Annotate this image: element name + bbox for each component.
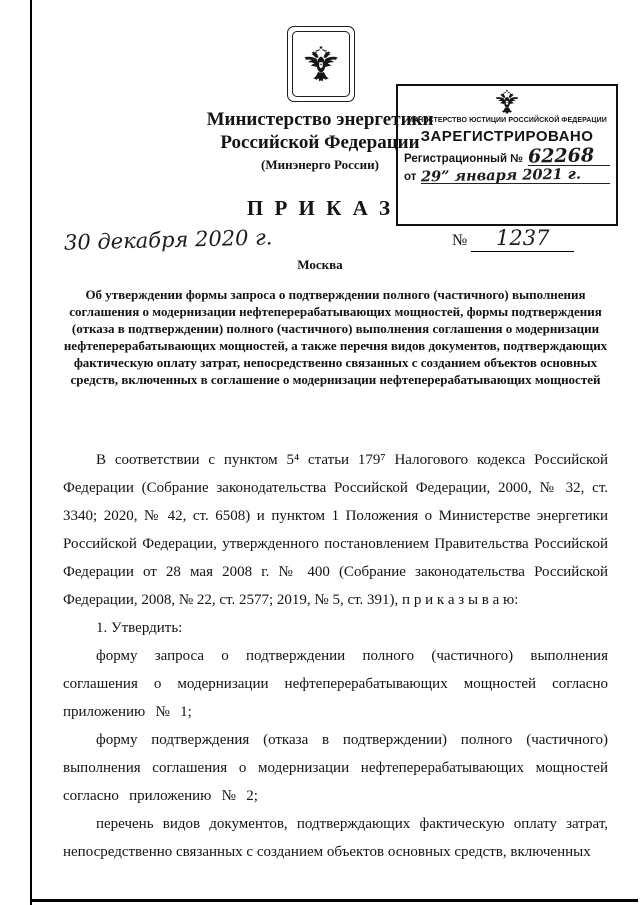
paragraph-appendix-1: форму запроса о подтверждении полного (частичного) выполнения соглашения о модернизации нефтеперерабатывающих мощностей согласно приложению № 1; — [63, 648, 608, 720]
scan-edge-bottom — [30, 899, 638, 902]
coat-of-arms-frame — [292, 31, 350, 97]
stamp-reg-number-handwritten: 62268 — [527, 144, 595, 168]
scan-edge-left — [30, 0, 32, 905]
paragraph-appendix-2: форму подтверждения (отказа в подтверждении) полного (частичного) выполнения соглашения о модернизации нефтеперерабатывающих мощностей согласно приложению № 2; — [63, 732, 608, 804]
number-blank-line — [471, 226, 574, 252]
number-sign: № — [452, 232, 468, 249]
document-type-title: П Р И К А З — [246, 196, 394, 220]
stamp-date-line — [421, 165, 610, 186]
number-handwritten: 1237 — [496, 226, 550, 250]
ministry-short-name: (Минэнерго России) — [261, 157, 379, 172]
document-number — [452, 226, 574, 252]
stamp-registered-label: ЗАРЕГИСТРИРОВАНО — [420, 128, 594, 145]
stamp-double-headed-eagle-icon — [490, 88, 524, 116]
order-subject: Об утверждении формы запроса о подтверждении полного (частичного) выполнения соглашения о модернизации нефтеперерабатывающих мощностей, формы подтверждения (отказа в подтверждении) полного (частичного) выполнения соглашения о модернизации нефтеперерабатывающих мощностей, а также перечня видов документов, подтверждающих фактическую оплату затрат, непосредственно связанных с созданием объектов основных средств, включенных в соглашение о модернизации нефтеперерабатывающих мощностей — [63, 287, 608, 387]
document-body — [63, 446, 608, 866]
issue-date-handwritten: 30 декабря 2020 г. — [63, 225, 273, 255]
stamp-registration-number-row — [404, 144, 610, 168]
ministry-name-line2: Российской Федерации — [220, 132, 420, 153]
paragraph-approve: 1. Утвердить: — [96, 620, 183, 636]
stamp-reg-number-label: Регистрационный № — [404, 153, 524, 165]
double-headed-eagle-icon — [296, 37, 346, 91]
ministry-name-line1: Министерство энергетики — [206, 109, 434, 130]
stamp-date-label: от — [404, 171, 417, 183]
stamp-reg-number-line — [527, 144, 610, 168]
issue-city: Москва — [297, 257, 343, 272]
stamp-date-row — [404, 165, 610, 186]
coat-of-arms-emblem — [287, 26, 355, 102]
stamp-date-handwritten: 29” января 2021 г. — [421, 165, 582, 186]
paragraph-document-list: перечень видов документов, подтверждающих фактическую оплату затрат, непосредственно связанных с созданием объектов основных средств, включенных — [63, 816, 608, 860]
stamp-authority: МИНИСТЕРСТВО ЮСТИЦИИ РОССИЙСКОЙ ФЕДЕРАЦИИ — [407, 117, 607, 124]
paragraph-legal-basis: В соответствии с пунктом 5⁴ статьи 179⁷ Налогового кодекса Российской Федерации (Собрание законодательства Российской Федерации, 2000, № 32, ст. 3340; 2020, № 42, ст. 6508) и пунктом 1 Положения о Министерстве энергетики Российской Федерации, утвержденного постановлением Правительства Российской Федерации от 28 мая 2008 г. № 400 (Собрание законодательства Российской Федерации, 2008, № 22, ст. 2577; 2019, № 5, ст. 391), п р и к а з ы в а ю: — [63, 452, 608, 608]
